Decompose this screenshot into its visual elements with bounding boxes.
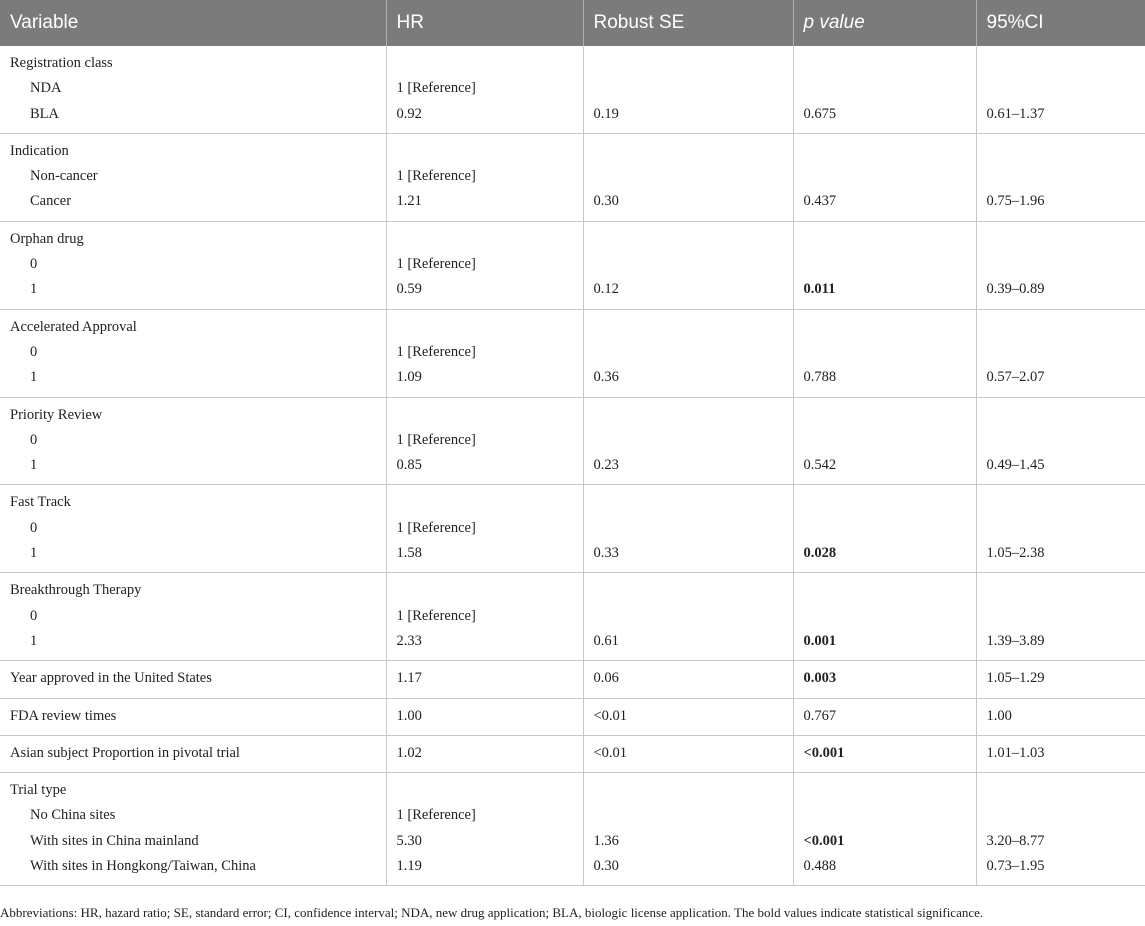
variable-label: Accelerated Approval — [10, 318, 137, 335]
header-hr: HR — [386, 0, 583, 46]
se-cell — [583, 773, 793, 886]
value-line — [804, 277, 976, 302]
p-value-cell — [793, 133, 976, 221]
spacer — [804, 315, 976, 340]
sub-variable-label: BLA — [30, 105, 59, 122]
hr-cell — [386, 397, 583, 485]
value — [987, 428, 1145, 453]
spacer — [804, 490, 976, 515]
se-cell — [583, 221, 793, 309]
footnote: Abbreviations: HR, hazard ratio; SE, standard error; CI, confidence interval; NDA, new drug application; BLA, biologic license application. The bold values indicate statistical significance. — [0, 905, 984, 920]
p-value-cell — [793, 735, 976, 772]
value: 1.01–1.03 — [986, 744, 1045, 761]
value — [987, 76, 1145, 101]
sub-variable-label: NDA — [30, 80, 62, 97]
variable-cell — [0, 309, 386, 397]
variable-label: Priority Review — [10, 406, 103, 423]
spacer — [397, 403, 583, 428]
spacer — [987, 227, 1145, 252]
value: 0.49–1.45 — [986, 457, 1045, 474]
variable-cell — [0, 133, 386, 221]
sub-variable-label: 0 — [30, 519, 38, 536]
value: 1 [Reference] — [396, 607, 476, 624]
se-cell — [583, 573, 793, 661]
variable-cell — [0, 485, 386, 573]
value: 0.61 — [593, 632, 619, 649]
value: 1.58 — [396, 545, 422, 562]
ci-cell — [976, 309, 1145, 397]
spacer — [397, 227, 583, 252]
value: 1 [Reference] — [396, 343, 476, 360]
value: 1.19 — [396, 858, 422, 875]
value — [594, 516, 793, 541]
value-line — [804, 541, 976, 566]
table-row — [0, 485, 1145, 573]
p-value-cell — [793, 485, 976, 573]
value: 0.767 — [803, 707, 837, 724]
se-cell — [583, 133, 793, 221]
value: 0.61–1.37 — [986, 105, 1045, 122]
value — [987, 164, 1145, 189]
sub-variable-label: With sites in Hongkong/Taiwan, China — [30, 858, 256, 875]
value: 0.12 — [593, 281, 619, 298]
spacer — [987, 403, 1145, 428]
value — [987, 803, 1145, 828]
value-line — [804, 629, 976, 654]
se-cell — [583, 309, 793, 397]
hr-cell — [386, 773, 583, 886]
sub-variable-label: 0 — [30, 343, 38, 360]
sub-variable-label: 1 — [30, 457, 38, 474]
spacer — [594, 315, 793, 340]
table-row — [0, 661, 1145, 698]
spacer — [804, 51, 976, 76]
table-row — [0, 397, 1145, 485]
spacer — [987, 139, 1145, 164]
sub-variable-label: 1 — [30, 545, 38, 562]
sub-variable-label: No China sites — [30, 807, 116, 824]
value: 1 [Reference] — [396, 431, 476, 448]
variable-label: Trial type — [10, 782, 67, 799]
value: <0.01 — [593, 707, 628, 724]
spacer — [594, 403, 793, 428]
value: 1.00 — [396, 707, 422, 724]
value — [804, 252, 976, 277]
value: 3.20–8.77 — [986, 832, 1045, 849]
value — [594, 340, 793, 365]
p-value-cell — [793, 397, 976, 485]
value: 0.85 — [396, 457, 422, 474]
spacer — [804, 227, 976, 252]
ci-cell — [976, 773, 1145, 886]
value: 0.675 — [803, 105, 837, 122]
table-row — [0, 133, 1145, 221]
variable-cell — [0, 46, 386, 133]
spacer — [987, 778, 1145, 803]
spacer — [397, 315, 583, 340]
variable-cell — [0, 735, 386, 772]
value-line — [804, 741, 976, 766]
value: 0.30 — [593, 193, 619, 210]
value: 1.00 — [986, 707, 1012, 724]
se-cell — [583, 46, 793, 133]
spacer — [987, 578, 1145, 603]
variable-label: Registration class — [10, 55, 113, 71]
value: 2.33 — [396, 632, 422, 649]
table-row — [0, 46, 1145, 133]
significant-value: 0.011 — [803, 281, 836, 298]
ci-cell — [976, 698, 1145, 735]
hr-cell — [386, 698, 583, 735]
p-value-cell — [793, 773, 976, 886]
spacer — [594, 778, 793, 803]
value: <0.01 — [593, 744, 628, 761]
hr-cell — [386, 309, 583, 397]
variable-label: Breakthrough Therapy — [10, 582, 142, 599]
value: 0.19 — [593, 105, 619, 122]
spacer — [594, 51, 793, 76]
variable-label: Year approved in the United States — [10, 670, 212, 687]
header-p-value — [793, 0, 976, 46]
spacer — [987, 315, 1145, 340]
ci-cell — [976, 735, 1145, 772]
table-row — [0, 735, 1145, 772]
hr-cell — [386, 735, 583, 772]
value: 0.33 — [593, 545, 619, 562]
variable-cell — [0, 661, 386, 698]
value: 0.06 — [593, 670, 619, 687]
value — [987, 516, 1145, 541]
ci-cell — [976, 133, 1145, 221]
value: 1 [Reference] — [396, 80, 476, 97]
table-row — [0, 773, 1145, 886]
value: 5.30 — [396, 832, 422, 849]
sub-variable-label: 1 — [30, 281, 38, 298]
ci-cell — [976, 485, 1145, 573]
se-cell — [583, 698, 793, 735]
hr-cell — [386, 133, 583, 221]
variable-cell — [0, 698, 386, 735]
value — [594, 76, 793, 101]
value — [804, 164, 976, 189]
value — [594, 252, 793, 277]
sub-variable-label: 1 — [30, 369, 38, 386]
value — [804, 516, 976, 541]
se-cell — [583, 735, 793, 772]
variable-label: Fast Track — [10, 494, 71, 511]
ci-cell — [976, 221, 1145, 309]
value — [804, 803, 976, 828]
value: 0.73–1.95 — [986, 858, 1045, 875]
value: 0.57–2.07 — [986, 369, 1045, 386]
value: 1.05–2.38 — [986, 545, 1045, 562]
value: 0.437 — [803, 193, 837, 210]
variable-label: Indication — [10, 142, 69, 159]
ci-cell — [976, 397, 1145, 485]
spacer — [987, 490, 1145, 515]
value — [804, 604, 976, 629]
spacer — [804, 403, 976, 428]
p-value-cell — [793, 573, 976, 661]
header-p-value-text: p value — [803, 12, 865, 33]
hr-cell — [386, 221, 583, 309]
table-row — [0, 221, 1145, 309]
variable-label: Asian subject Proportion in pivotal trial — [10, 744, 240, 761]
spacer — [804, 139, 976, 164]
ci-cell — [976, 46, 1145, 133]
significant-value: <0.001 — [803, 744, 845, 761]
sub-variable-label: 0 — [30, 607, 38, 624]
value: 0.75–1.96 — [986, 193, 1045, 210]
sub-variable-label: Cancer — [30, 193, 72, 210]
value: 1.02 — [396, 744, 422, 761]
significant-value: 0.028 — [803, 545, 837, 562]
value: 1 [Reference] — [396, 807, 476, 824]
variable-cell — [0, 221, 386, 309]
table-row — [0, 698, 1145, 735]
value: 1.36 — [593, 832, 619, 849]
sub-variable-label: 0 — [30, 256, 38, 273]
spacer — [397, 490, 583, 515]
value: 1.39–3.89 — [986, 632, 1045, 649]
value-line — [804, 666, 976, 691]
significant-value: <0.001 — [803, 832, 845, 849]
value: 0.788 — [803, 369, 837, 386]
value: 0.39–0.89 — [986, 281, 1045, 298]
spacer — [594, 139, 793, 164]
header-variable: Variable — [0, 0, 386, 46]
significant-value: 0.001 — [803, 632, 837, 649]
value — [594, 604, 793, 629]
sub-variable-label: 1 — [30, 632, 38, 649]
variable-cell — [0, 397, 386, 485]
value-line — [804, 829, 976, 854]
value: 1.09 — [396, 369, 422, 386]
value: 0.92 — [396, 105, 422, 122]
value — [987, 252, 1145, 277]
p-value-cell — [793, 661, 976, 698]
value: 0.488 — [803, 858, 837, 875]
p-value-cell — [793, 46, 976, 133]
value: 1 [Reference] — [396, 256, 476, 273]
sub-variable-label: With sites in China mainland — [30, 832, 199, 849]
value: 0.23 — [593, 457, 619, 474]
ci-cell — [976, 573, 1145, 661]
value: 0.36 — [593, 369, 619, 386]
hr-cell — [386, 485, 583, 573]
hr-cell — [386, 46, 583, 133]
value — [594, 164, 793, 189]
spacer — [804, 578, 976, 603]
spacer — [397, 51, 583, 76]
spacer — [594, 578, 793, 603]
value — [804, 428, 976, 453]
hr-cell — [386, 661, 583, 698]
value: 0.542 — [803, 457, 837, 474]
value — [804, 340, 976, 365]
value: 1.05–1.29 — [986, 670, 1045, 687]
value: 0.59 — [396, 281, 422, 298]
value — [804, 76, 976, 101]
value: 1.17 — [396, 670, 422, 687]
p-value-cell — [793, 309, 976, 397]
value — [594, 428, 793, 453]
table-body — [0, 46, 1145, 886]
header-ci: 95%CI — [976, 0, 1145, 46]
variable-label: FDA review times — [10, 707, 117, 724]
variable-cell — [0, 773, 386, 886]
variable-label: Orphan drug — [10, 230, 84, 247]
sub-variable-label: 0 — [30, 431, 38, 448]
value: 1 [Reference] — [396, 519, 476, 536]
se-cell — [583, 485, 793, 573]
value — [987, 604, 1145, 629]
ci-cell — [976, 661, 1145, 698]
spacer — [397, 139, 583, 164]
se-cell — [583, 661, 793, 698]
spacer — [804, 778, 976, 803]
value: 1 [Reference] — [396, 168, 476, 185]
spacer — [594, 227, 793, 252]
table-row — [0, 309, 1145, 397]
value: 1.21 — [396, 193, 422, 210]
header-robust-se: Robust SE — [583, 0, 793, 46]
p-value-cell — [793, 221, 976, 309]
p-value-cell — [793, 698, 976, 735]
value — [594, 803, 793, 828]
variable-cell — [0, 573, 386, 661]
spacer — [397, 578, 583, 603]
value: 0.30 — [593, 858, 619, 875]
spacer — [594, 490, 793, 515]
se-cell — [583, 397, 793, 485]
table-header-row — [0, 0, 1145, 46]
significant-value: 0.003 — [803, 670, 837, 687]
spacer — [397, 778, 583, 803]
table-row — [0, 573, 1145, 661]
hr-cell — [386, 573, 583, 661]
spacer — [987, 51, 1145, 76]
sub-variable-label: Non-cancer — [30, 168, 98, 185]
value — [987, 340, 1145, 365]
